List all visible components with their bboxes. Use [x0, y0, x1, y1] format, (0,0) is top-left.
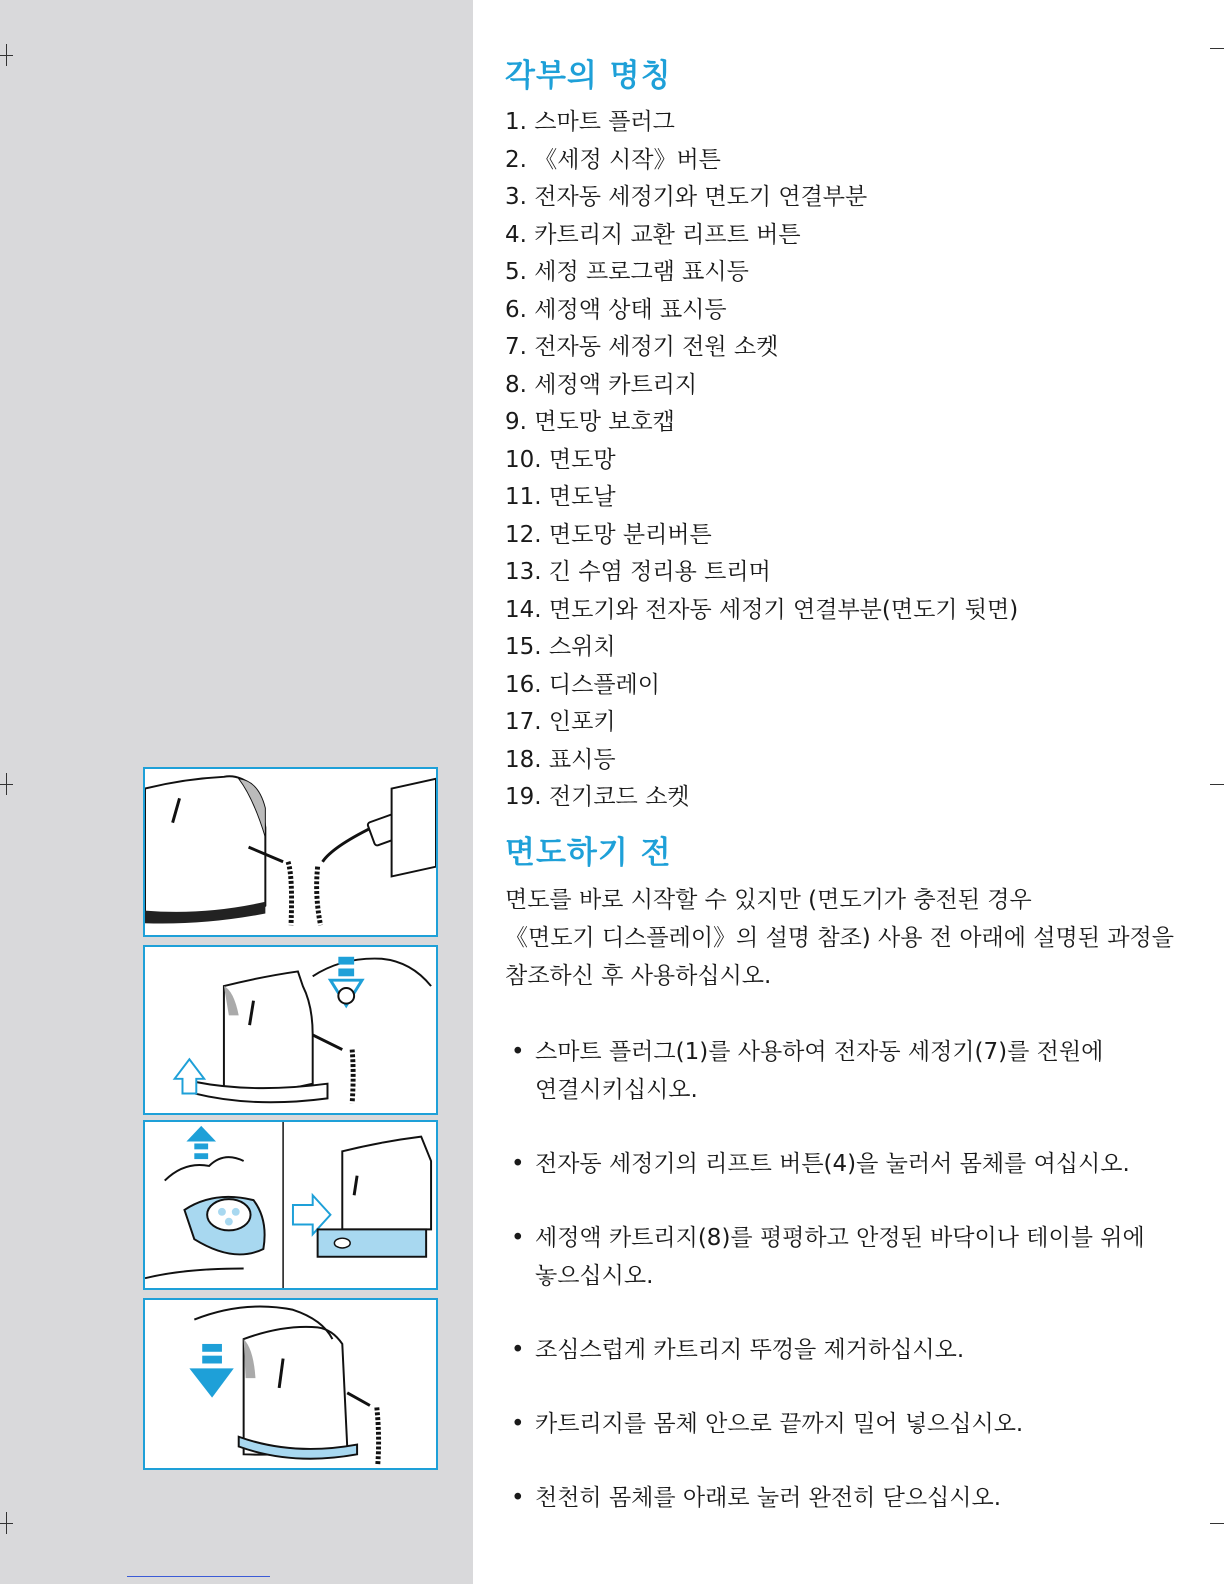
crop-mark	[6, 44, 7, 66]
crop-mark	[6, 1512, 7, 1534]
list-item: 15. 스위치	[505, 634, 616, 660]
list-item: 16. 디스플레이	[505, 671, 660, 698]
list-item: 19. 전기코드 소켓	[505, 784, 690, 810]
intro-line: 《면도기 디스플레이》의 설명 참조) 사용 전 아래에 설명된 과정을	[505, 924, 1174, 951]
instruction-list	[505, 1033, 1185, 1517]
crop-mark	[1210, 48, 1224, 49]
list-item: 4. 카트리지 교환 리프트 버튼	[505, 221, 801, 248]
list-item: 6. 세정액 상태 표시등	[505, 296, 727, 323]
list-item: 17. 인포키	[505, 709, 616, 735]
footer-rule	[127, 1576, 270, 1577]
instruction-line: • 전자동 세정기의 리프트 버튼(4)을 눌러서 몸체를 여십시오.	[535, 1150, 1130, 1177]
instruction-line: • 카트리지를 몸체 안으로 끝까지 밀어 넣으십시오.	[535, 1410, 1024, 1437]
illustration-remove-cap-insert-cartridge	[143, 1120, 438, 1290]
section-title-parts: 각부의 명칭	[505, 58, 672, 94]
instruction-line: • 조심스럽게 카트리지 뚜껑을 제거하십시오.	[535, 1336, 965, 1363]
illustration-close-housing	[143, 1298, 438, 1470]
crop-mark	[6, 773, 7, 795]
list-item: 7. 전자동 세정기 전원 소켓	[505, 334, 779, 360]
list-item: 5. 세정 프로그램 표시등	[505, 259, 749, 285]
illustration-plug-into-outlet	[143, 767, 438, 937]
crop-mark	[1210, 784, 1224, 785]
intro-line: 면도를 바로 시작할 수 있지만 (면도기가 충전된 경우	[505, 886, 1032, 913]
list-item: 3. 전자동 세정기와 면도기 연결부분	[505, 184, 868, 210]
list-item: 13. 긴 수염 정리용 트리머	[505, 559, 771, 585]
instruction-line: • 천천히 몸체를 아래로 눌러 완전히 닫으십시오.	[535, 1484, 1002, 1511]
list-item: 12. 면도망 분리버튼	[505, 521, 712, 548]
list-item: 2. 《세정 시작》버튼	[505, 146, 721, 173]
crop-mark	[1210, 1523, 1224, 1524]
main-content	[505, 48, 1185, 1517]
intro-paragraph	[505, 881, 1185, 995]
instruction-line: • 세정액 카트리지(8)를 평평하고 안정된 바닥이나 테이블 위에	[535, 1224, 1145, 1251]
list-item: 11. 면도날	[505, 484, 616, 510]
instruction-item	[505, 1479, 1185, 1517]
list-item: 10. 면도망	[505, 446, 616, 473]
instruction-item	[505, 1033, 1185, 1109]
instruction-line: 연결시키십시오.	[535, 1076, 698, 1103]
list-item: 9. 면도망 보호캡	[505, 409, 675, 435]
illustration-press-lift-button	[143, 945, 438, 1115]
list-item: 14. 면도기와 전자동 세정기 연결부분(면도기 뒷면)	[505, 596, 1019, 623]
parts-list	[505, 104, 1185, 817]
instruction-item	[505, 1405, 1185, 1443]
instruction-item	[505, 1219, 1185, 1295]
list-item: 1. 스마트 플러그	[505, 109, 675, 135]
list-item: 8. 세정액 카트리지	[505, 371, 698, 398]
instruction-line: 놓으십시오.	[535, 1262, 654, 1289]
intro-line: 참조하신 후 사용하십시오.	[505, 962, 772, 989]
instruction-item	[505, 1331, 1185, 1369]
list-item: 18. 표시등	[505, 746, 616, 773]
instruction-line: • 스마트 플러그(1)를 사용하여 전자동 세정기(7)를 전원에	[535, 1038, 1104, 1065]
instruction-item	[505, 1145, 1185, 1183]
section-title-before-shaving: 면도하기 전	[505, 834, 672, 871]
